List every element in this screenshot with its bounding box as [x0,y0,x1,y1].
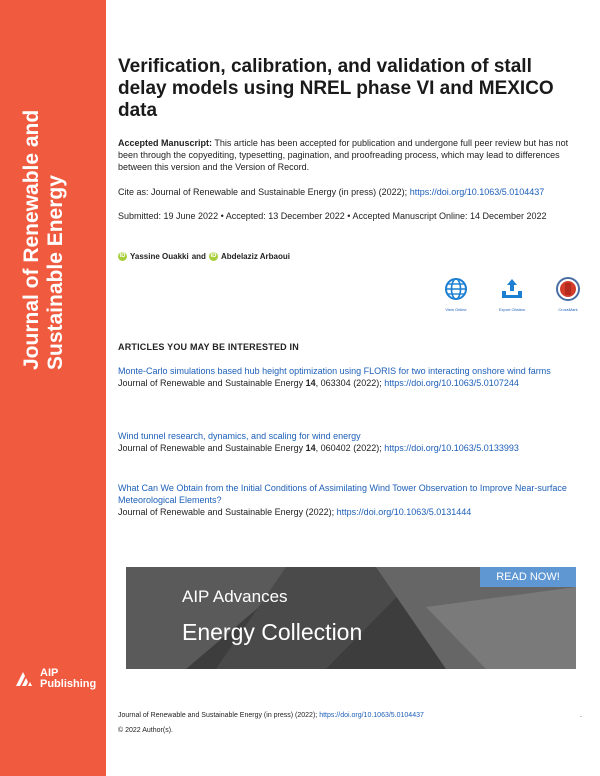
export-citation-button[interactable] [494,276,530,312]
crossmark-button[interactable] [550,276,586,312]
orcid-icon[interactable]: iD [119,253,126,259]
cite-as [118,187,580,198]
orcid-icon[interactable]: iD [210,253,217,259]
export-citation-label: Export Citation [498,307,526,312]
footer-doi-link[interactable]: https://doi.org/10.1063/5.0104437 [319,712,424,719]
copyright: © 2022 Author(s). [118,727,173,734]
notice-text: This article has been accepted for publication and undergone full peer review but has not been through the copyediting, typesetting, pagination, and proofreading process, which may lead to differences between this version and the Version of Record. [118,138,569,172]
related-volume: 14 [305,443,316,453]
author-name[interactable]: Yassine Ouakki [130,252,189,261]
related-article [118,430,580,454]
journal-title-line1: Journal of Renewable and [20,109,43,370]
related-article-title[interactable]: Monte-Carlo simulations based hub height optimization using FLORIS for two interacting onshore wind farms [118,366,551,376]
footer-dot: . [580,712,582,719]
cite-doi-link[interactable]: https://doi.org/10.1063/5.0104437 [409,187,545,197]
author-separator: and [191,252,206,261]
banner-line2: Energy Collection [182,619,363,645]
related-article-title[interactable]: Wind tunnel research, dynamics, and scaling for wind energy [118,431,361,441]
related-pages: (2022); [303,507,335,517]
related-article [118,482,580,518]
publisher-line1: AIP [40,667,59,679]
author-name[interactable]: Abdelaziz Arbaoui [220,252,290,261]
journal-sidebar [0,0,106,776]
publisher-line2: Publishing [40,678,97,690]
view-online-button[interactable] [438,276,474,312]
related-article-title[interactable]: What Can We Obtain from the Initial Conditions of Assimilating Wind Tower Observation to Improve Near-surface Meteorological Elements? [118,483,567,505]
notice-label: Accepted Manuscript: [118,138,213,148]
related-journal: Journal of Renewable and Sustainable Energy [118,378,304,388]
aip-advances-banner[interactable] [126,567,576,669]
related-pages: , 063304 (2022); [315,378,382,388]
related-article-citation [118,442,580,454]
article-tools [438,276,586,312]
author-list [118,252,290,261]
footer-citation-text: Journal of Renewable and Sustainable Energy (in press) (2022); [118,712,318,719]
globe-icon [443,276,469,302]
related-doi-link[interactable]: https://doi.org/10.1063/5.0107244 [384,378,519,388]
journal-title-line2: Sustainable Energy [44,175,67,370]
related-doi-link[interactable]: https://doi.org/10.1063/5.0133993 [384,443,519,453]
crossmark-label: CrossMark [558,307,578,312]
article-title: Verification, calibration, and validation of stall delay models using NREL phase VI and MEXICO data [118,56,554,121]
cite-label: Cite as: Journal of Renewable and Sustainable Energy (in press) (2022); [118,187,408,197]
publication-dates: Submitted: 19 June 2022 • Accepted: 13 December 2022 • Accepted Manuscript Online: 14 December 2022 [118,211,547,221]
accepted-manuscript-notice [118,137,580,173]
aip-publishing-logo[interactable] [14,668,96,690]
view-online-label: View Online [445,307,467,312]
related-doi-link[interactable]: https://doi.org/10.1063/5.0131444 [336,507,472,517]
footer-citation [118,712,588,719]
related-article-citation [118,377,580,389]
related-article [118,365,580,389]
related-article-citation [118,506,580,518]
journal-title-vertical [20,40,68,370]
banner-line1: AIP Advances [182,587,288,606]
related-pages: , 060402 (2022); [315,443,382,453]
related-journal: Journal of Renewable and Sustainable Energy [118,443,304,453]
related-journal: Journal of Renewable and Sustainable Energy [118,507,304,517]
read-now-button[interactable]: READ NOW! [480,567,576,587]
crossmark-icon [555,276,581,302]
export-icon [499,276,525,302]
related-articles-heading: ARTICLES YOU MAY BE INTERESTED IN [118,342,299,352]
aip-logo-icon [14,668,36,690]
related-volume: 14 [305,378,316,388]
